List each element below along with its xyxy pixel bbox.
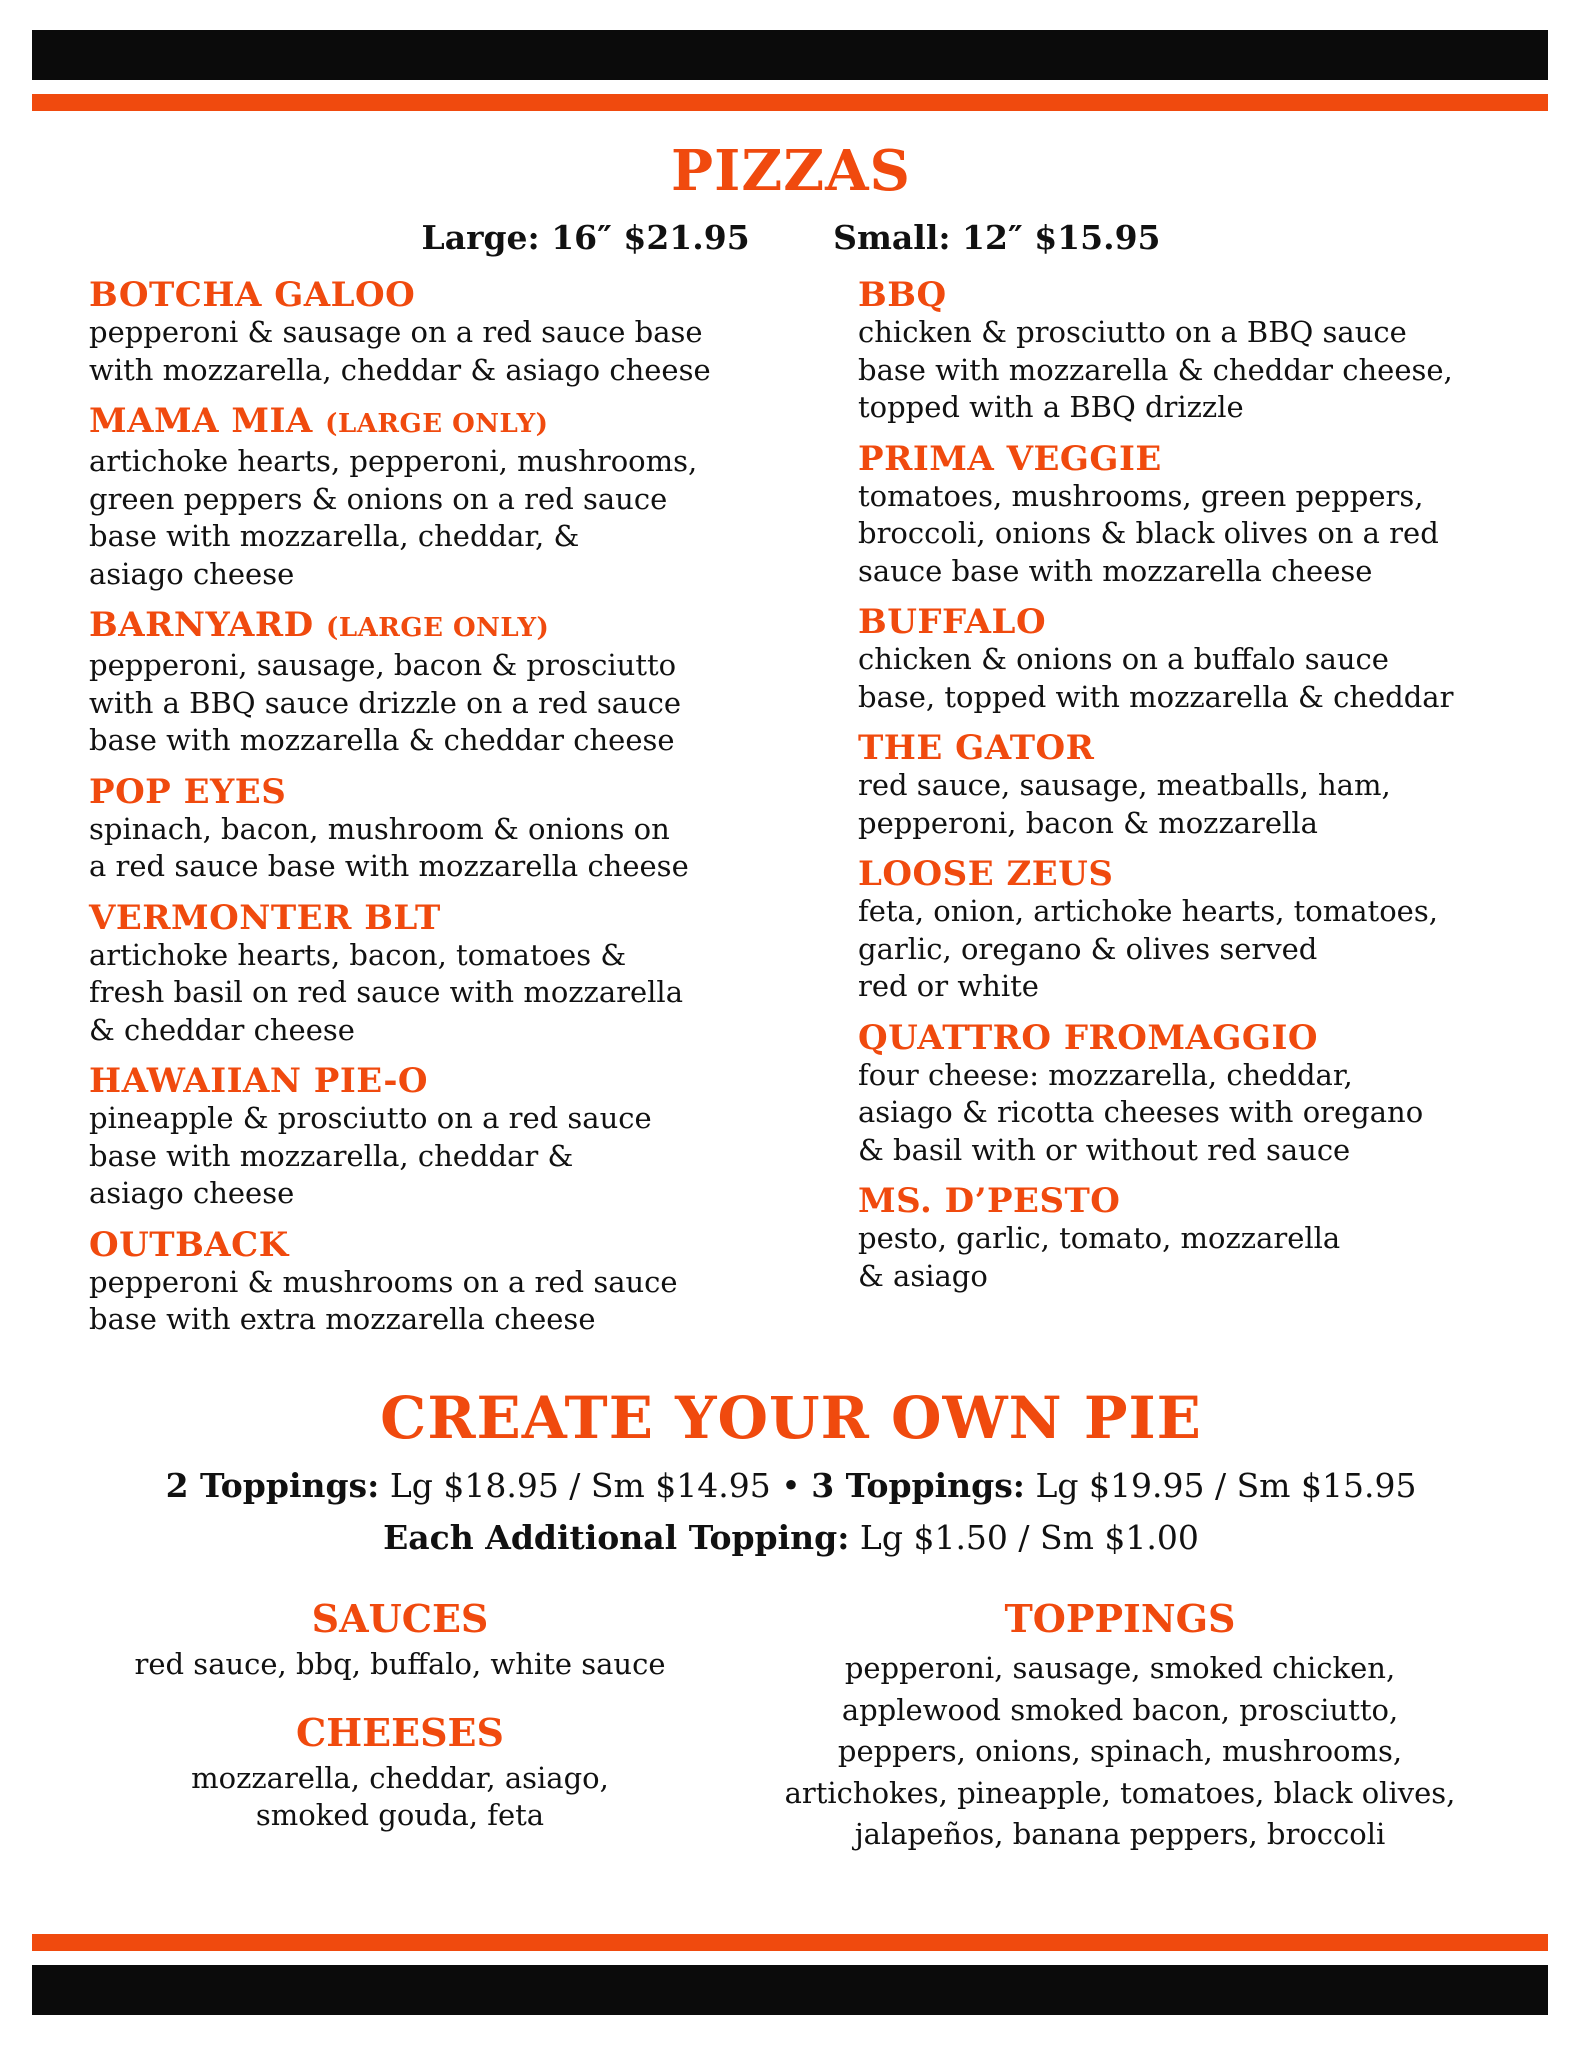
pizza-name: [89, 773, 809, 811]
toppings-section: [735, 1596, 1505, 1856]
pizza-item: [858, 440, 1538, 591]
price-separator: •: [781, 1466, 801, 1505]
pizza-name: [858, 1019, 1538, 1057]
pizza-name: [858, 1182, 1538, 1220]
bottom-black-bar: [32, 1965, 1548, 2015]
pizza-description: artichoke hearts, pepperoni, mushrooms, green peppers & onions on a red sauce base with mozzarella, cheddar, & asiago cheese: [89, 444, 698, 591]
pizza-name-text: MAMA MIA: [89, 401, 313, 441]
pizza-list-right: [858, 276, 1538, 1308]
additional-topping-pricing: [0, 1518, 1582, 1557]
pizza-item: [858, 603, 1538, 716]
pizza-name-text: BBQ: [858, 275, 947, 315]
size-prices: [0, 218, 1582, 257]
pizza-name-text: BOTCHA GALOO: [89, 275, 416, 315]
pizza-item: [89, 1226, 809, 1339]
pizza-description: pesto, garlic, tomato, mozzarella & asiago: [858, 1221, 1341, 1293]
pizza-item: [89, 1062, 809, 1213]
pizza-description: tomatoes, mushrooms, green peppers, broccoli, onions & black olives on a red sauce base with mozzarella cheese: [858, 478, 1439, 588]
pizza-description: spinach, bacon, mushroom & onions on a red sauce base with mozzarella cheese: [89, 811, 689, 883]
pizza-name: [858, 276, 1538, 314]
toppings-title: TOPPINGS: [1004, 1596, 1236, 1641]
pizza-description: pepperoni & mushrooms on a red sauce base with extra mozzarella cheese: [89, 1264, 678, 1336]
pizza-description: artichoke hearts, bacon, tomatoes & fresh basil on red sauce with mozzarella & cheddar cheese: [89, 937, 683, 1047]
pizza-name-text: OUTBACK: [89, 1224, 289, 1265]
sauces-title: SAUCES: [311, 1596, 489, 1641]
pizza-name-text: PRIMA VEGGIE: [858, 438, 1162, 479]
pizza-description: chicken & onions on a buffalo sauce base, topped with mozzarella & cheddar: [858, 642, 1454, 714]
pizza-name: [89, 1226, 809, 1264]
pizza-description: pepperoni & sausage on a red sauce base with mozzarella, cheddar & asiago cheese: [89, 315, 711, 387]
cheeses-section: [60, 1710, 740, 1834]
large-price: Large: 16″ $21.95: [421, 218, 750, 257]
pizza-item: [89, 276, 809, 389]
pizza-item: [858, 1019, 1538, 1170]
pizza-name: [858, 603, 1538, 641]
toppings-list: pepperoni, sausage, smoked chicken, applewood smoked bacon, prosciutto, peppers, onions, spinach, mushrooms, artichokes, pineapple, tomatoes, black olives, jalapeños, banana peppers, broccoli: [784, 1651, 1456, 1851]
pizza-item: [89, 606, 809, 760]
pizza-name-text: POP EYES: [89, 771, 287, 812]
pizza-name-text: LOOSE ZEUS: [858, 854, 1114, 894]
three-toppings-price: Lg $19.95 / Sm $15.95: [1035, 1466, 1417, 1505]
sauces-list: red sauce, bbq, buffalo, white sauce: [134, 1647, 666, 1681]
pizza-item: [858, 855, 1538, 1006]
pizza-name-text: BARNYARD: [89, 605, 314, 645]
additional-topping-label: Each Additional Topping:: [383, 1518, 850, 1557]
sauces-section: [60, 1596, 740, 1683]
cheeses-list: mozzarella, cheddar, asiago, smoked gouda, feta: [191, 1761, 609, 1832]
pizza-item: [89, 899, 809, 1050]
pizza-name-text: VERMONTER BLT: [89, 897, 441, 938]
pizza-item: [89, 402, 809, 593]
pizza-name: [89, 1062, 809, 1100]
bottom-orange-stripe: [32, 1934, 1548, 1951]
pizza-name: [89, 276, 809, 314]
top-black-bar: [32, 30, 1548, 80]
pizza-name: [858, 440, 1538, 478]
cheeses-title: CHEESES: [296, 1710, 504, 1755]
pizza-name-text: QUATTRO FROMAGGIO: [858, 1017, 1318, 1058]
two-toppings-price: Lg $18.95 / Sm $14.95: [389, 1466, 771, 1505]
pizza-size-note: (LARGE ONLY): [325, 409, 549, 439]
pizza-name-text: HAWAIIAN PIE-O: [89, 1061, 429, 1101]
pizza-item: [858, 1182, 1538, 1295]
pizza-name-text: BUFFALO: [858, 602, 1047, 642]
two-toppings-label: 2 Toppings:: [165, 1466, 380, 1505]
create-your-own-title: CREATE YOUR OWN PIE: [380, 1384, 1202, 1452]
pizza-list-left: [89, 276, 809, 1352]
pizza-item: [858, 729, 1538, 842]
pizza-description: feta, onion, artichoke hearts, tomatoes, garlic, oregano & olives served red or white: [858, 894, 1438, 1003]
pizza-size-note: (LARGE ONLY): [326, 613, 550, 643]
pizza-name: [89, 606, 809, 647]
pizzas-title: PIZZAS: [671, 138, 911, 204]
pizza-description: four cheese: mozzarella, cheddar, asiago & ricotta cheeses with oregano & basil with or without red sauce: [858, 1057, 1424, 1167]
pizza-description: red sauce, sausage, meatballs, ham, pepperoni, bacon & mozzarella: [858, 768, 1391, 840]
pizza-description: chicken & prosciutto on a BBQ sauce base with mozzarella & cheddar cheese, topped with a BBQ drizzle: [858, 315, 1453, 424]
three-toppings-label: 3 Toppings:: [811, 1466, 1025, 1505]
pizza-item: [89, 773, 809, 886]
pizza-name-text: MS. D’PESTO: [858, 1181, 1121, 1221]
small-price: Small: 12″ $15.95: [833, 218, 1161, 257]
pizza-name: [89, 899, 809, 937]
topping-pricing: [0, 1466, 1582, 1505]
additional-topping-price: Lg $1.50 / Sm $1.00: [859, 1518, 1199, 1557]
pizza-name: [858, 855, 1538, 893]
pizza-description: pepperoni, sausage, bacon & prosciutto with a BBQ sauce drizzle on a red sauce base with mozzarella & cheddar cheese: [89, 648, 682, 757]
top-orange-stripe: [32, 94, 1548, 111]
pizza-item: [858, 276, 1538, 427]
pizza-name-text: THE GATOR: [858, 728, 1095, 768]
pizza-name: [858, 729, 1538, 767]
pizza-name: [89, 402, 809, 443]
pizza-description: pineapple & prosciutto on a red sauce base with mozzarella, cheddar & asiago cheese: [89, 1101, 652, 1210]
